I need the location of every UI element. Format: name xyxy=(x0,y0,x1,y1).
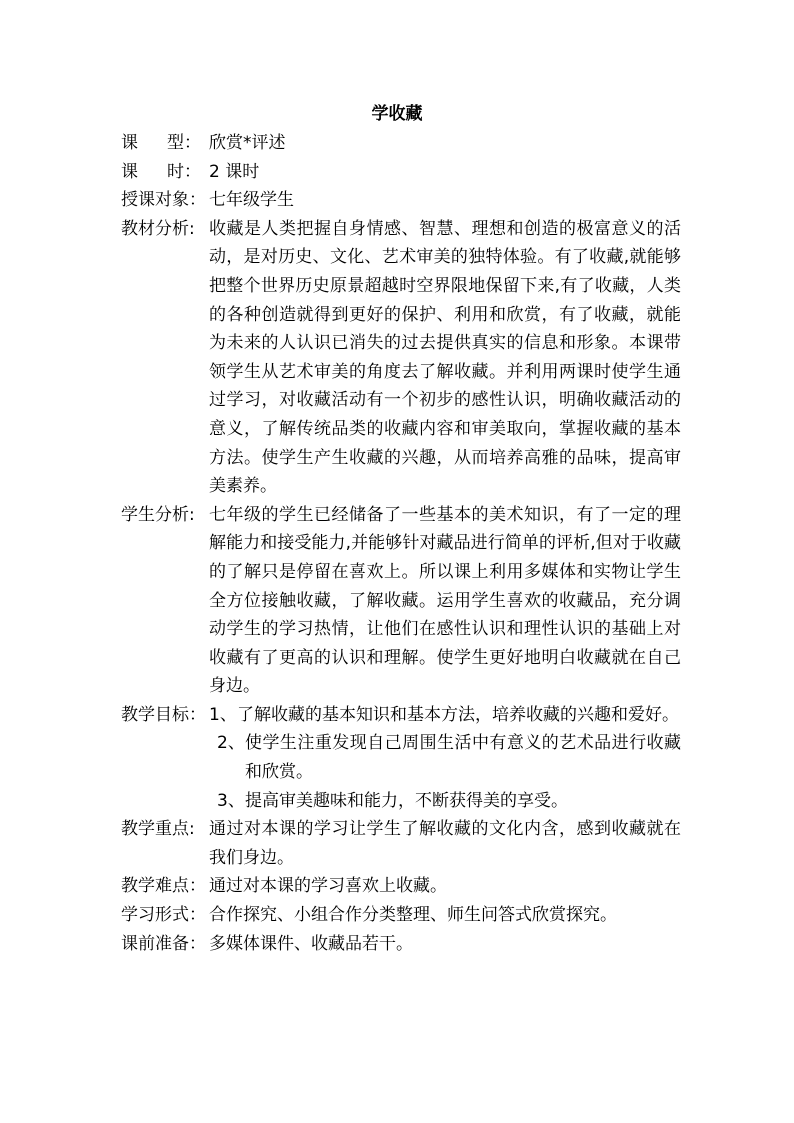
objective-text: 提高审美趣味和能力，不断获得美的享受。 xyxy=(245,790,568,811)
class-hours-value: 2 课时 xyxy=(209,161,260,182)
audience-row xyxy=(121,186,681,215)
student-analysis-row xyxy=(121,501,681,701)
difficulties-row xyxy=(121,872,681,901)
preparation-text: 多媒体课件、收藏品若干。 xyxy=(209,933,413,954)
preparation-label: 课前准备： xyxy=(121,933,206,954)
document-title: 学收藏 xyxy=(371,104,423,124)
learning-form-label: 学习形式： xyxy=(121,905,206,926)
objective-number: 2、 xyxy=(217,733,245,754)
objectives-list xyxy=(209,701,681,815)
objective-item xyxy=(209,729,681,786)
course-type-label: 课 型： xyxy=(121,133,201,153)
objective-item xyxy=(209,787,681,816)
objective-item xyxy=(209,701,681,730)
difficulties-text: 通过对本课的学习喜欢上收藏。 xyxy=(209,876,447,897)
objective-text: 使学生注重发现自己周围生活中有意义的艺术品进行收藏和欣赏。 xyxy=(245,733,681,783)
material-analysis-row xyxy=(121,215,681,501)
class-hours-label: 课 时： xyxy=(121,161,201,182)
learning-form-row xyxy=(121,901,681,930)
student-analysis-text: 七年级的学生已经储备了一些基本的美术知识，有了一定的理解能力和接受能力,并能够针对藏品进行简单的评析,但对于收藏的了解只是停留在喜欢上。所以课上利用多媒体和实物让学生全方位接触收藏，了解收藏。运用学生喜欢的收藏品，充分调动学生的学习热情，让他们在感性认识和理性认识的基础上对收藏有了更高的认识和理解。使学生更好地明白收藏就在自己身边。 xyxy=(209,504,681,697)
course-type-value: 欣赏*评述 xyxy=(209,133,286,153)
objectives-label: 教学目标： xyxy=(121,704,206,725)
objective-number: 1、 xyxy=(209,704,237,725)
student-analysis-label: 学生分析: xyxy=(121,504,195,525)
objective-number: 3、 xyxy=(217,790,245,811)
material-analysis-label: 教材分析: xyxy=(121,218,195,239)
audience-value: 七年级学生 xyxy=(209,190,294,211)
preparation-row xyxy=(121,930,681,959)
learning-form-text: 合作探究、小组合作分类整理、师生问答式欣赏探究。 xyxy=(209,905,617,926)
material-analysis-text: 收藏是人类把握自身情感、智慧、理想和创造的极富意义的活动，是对历史、文化、艺术审美的独特体验。有了收藏,就能够把整个世界历史原景超越时空界限地保留下来,有了收藏，人类的各种创造就得到更好的保护、利用和欣赏，有了收藏，就能为未来的人认识已消失的过去提供真实的信息和形象。本课带领学生从艺术审美的角度去了解收藏。并利用两课时使学生通过学习，对收藏活动有一个初步的感性认识，明确收藏活动的意义，了解传统品类的收藏内容和审美取向，掌握收藏的基本方法。使学生产生收藏的兴趣，从而培养高雅的品味，提高审美素养。 xyxy=(209,218,681,497)
key-points-text: 通过对本课的学习让学生了解收藏的文化内含，感到收藏就在我们身边。 xyxy=(209,819,681,868)
key-points-row xyxy=(121,815,681,872)
objective-text: 了解收藏的基本知识和基本方法，培养收藏的兴趣和爱好。 xyxy=(237,704,679,725)
class-hours-row xyxy=(121,158,681,187)
key-points-label: 教学重点: xyxy=(121,819,195,840)
course-type-row xyxy=(121,129,681,158)
objectives-row xyxy=(121,701,681,815)
audience-label: 授课对象： xyxy=(121,190,206,211)
lesson-plan-body xyxy=(121,129,681,958)
difficulties-label: 教学难点： xyxy=(121,876,206,897)
